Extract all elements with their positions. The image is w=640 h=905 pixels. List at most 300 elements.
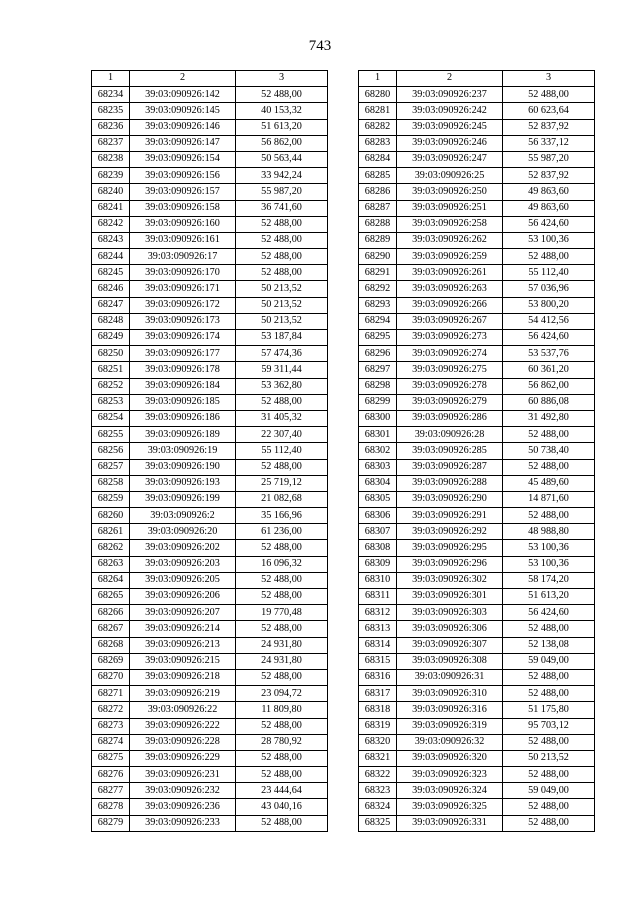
value-cell: 52 837,92: [503, 119, 595, 135]
value-cell: 43 040,16: [236, 799, 328, 815]
row-number-cell: 68280: [359, 87, 397, 103]
table-row: [359, 750, 595, 766]
value-cell: 56 862,00: [236, 135, 328, 151]
value-cell: 53 100,36: [503, 540, 595, 556]
row-number-cell: 68283: [359, 135, 397, 151]
table-row: [92, 572, 328, 588]
value-cell: 52 488,00: [503, 249, 595, 265]
cadastral-number-cell: 39:03:090926:291: [397, 508, 503, 524]
value-cell: 28 780,92: [236, 734, 328, 750]
table-row: [359, 572, 595, 588]
table-row: [359, 443, 595, 459]
value-cell: 23 094,72: [236, 686, 328, 702]
row-number-cell: 68295: [359, 330, 397, 346]
cadastral-number-cell: 39:03:090926:250: [397, 184, 503, 200]
value-cell: 52 488,00: [236, 767, 328, 783]
row-number-cell: 68315: [359, 653, 397, 669]
column-header-1: 1: [92, 71, 130, 87]
cadastral-number-cell: 39:03:090926:320: [397, 750, 503, 766]
table-row: [359, 767, 595, 783]
row-number-cell: 68289: [359, 232, 397, 248]
row-number-cell: 68287: [359, 200, 397, 216]
row-number-cell: 68284: [359, 151, 397, 167]
row-number-cell: 68235: [92, 103, 130, 119]
value-cell: 55 112,40: [503, 265, 595, 281]
table-row: [359, 783, 595, 799]
cadastral-number-cell: 39:03:090926:324: [397, 783, 503, 799]
table-row: [359, 605, 595, 621]
row-number-cell: 68286: [359, 184, 397, 200]
cadastral-number-cell: 39:03:090926:279: [397, 394, 503, 410]
table-row: [92, 783, 328, 799]
row-number-cell: 68310: [359, 572, 397, 588]
table-row: [359, 232, 595, 248]
row-number-cell: 68324: [359, 799, 397, 815]
cadastral-number-cell: 39:03:090926:184: [130, 378, 236, 394]
table-row: [359, 508, 595, 524]
row-number-cell: 68294: [359, 313, 397, 329]
row-number-cell: 68253: [92, 394, 130, 410]
row-number-cell: 68314: [359, 637, 397, 653]
cadastral-number-cell: 39:03:090926:28: [397, 427, 503, 443]
table-header-row: [359, 71, 595, 87]
value-cell: 53 100,36: [503, 232, 595, 248]
cadastral-number-cell: 39:03:090926:186: [130, 410, 236, 426]
value-cell: 53 187,84: [236, 330, 328, 346]
row-number-cell: 68321: [359, 750, 397, 766]
cadastral-number-cell: 39:03:090926:171: [130, 281, 236, 297]
table-row: [359, 815, 595, 831]
row-number-cell: 68288: [359, 216, 397, 232]
table-row: [359, 216, 595, 232]
table-row: [92, 427, 328, 443]
column-header-2: 2: [130, 71, 236, 87]
table-row: [359, 87, 595, 103]
table-row: [92, 605, 328, 621]
value-cell: 50 213,52: [236, 313, 328, 329]
table-row: [359, 637, 595, 653]
table-row: [359, 718, 595, 734]
table-row: [359, 200, 595, 216]
table-row: [359, 491, 595, 507]
row-number-cell: 68279: [92, 815, 130, 831]
cadastral-number-cell: 39:03:090926:261: [397, 265, 503, 281]
table-row: [92, 184, 328, 200]
table-row: [92, 475, 328, 491]
value-cell: 60 886,08: [503, 394, 595, 410]
cadastral-number-cell: 39:03:090926:185: [130, 394, 236, 410]
row-number-cell: 68303: [359, 459, 397, 475]
value-cell: 45 489,60: [503, 475, 595, 491]
value-cell: 54 412,56: [503, 313, 595, 329]
cadastral-number-cell: 39:03:090926:146: [130, 119, 236, 135]
value-cell: 16 096,32: [236, 556, 328, 572]
cadastral-number-cell: 39:03:090926:233: [130, 815, 236, 831]
value-cell: 52 488,00: [236, 572, 328, 588]
row-number-cell: 68238: [92, 151, 130, 167]
row-number-cell: 68322: [359, 767, 397, 783]
value-cell: 36 741,60: [236, 200, 328, 216]
cadastral-number-cell: 39:03:090926:247: [397, 151, 503, 167]
value-cell: 50 213,52: [236, 281, 328, 297]
table-row: [92, 524, 328, 540]
value-cell: 59 311,44: [236, 362, 328, 378]
row-number-cell: 68243: [92, 232, 130, 248]
cadastral-number-cell: 39:03:090926:156: [130, 168, 236, 184]
cadastral-number-cell: 39:03:090926:267: [397, 313, 503, 329]
cadastral-number-cell: 39:03:090926:278: [397, 378, 503, 394]
table-row: [359, 799, 595, 815]
value-cell: 57 474,36: [236, 346, 328, 362]
cadastral-number-cell: 39:03:090926:2: [130, 508, 236, 524]
row-number-cell: 68325: [359, 815, 397, 831]
cadastral-number-cell: 39:03:090926:285: [397, 443, 503, 459]
table-row: [92, 249, 328, 265]
table-row: [359, 184, 595, 200]
row-number-cell: 68242: [92, 216, 130, 232]
cadastral-number-cell: 39:03:090926:319: [397, 718, 503, 734]
row-number-cell: 68270: [92, 669, 130, 685]
value-cell: 57 036,96: [503, 281, 595, 297]
cadastral-number-cell: 39:03:090926:193: [130, 475, 236, 491]
value-cell: 52 488,00: [236, 249, 328, 265]
table-row: [92, 621, 328, 637]
row-number-cell: 68241: [92, 200, 130, 216]
cadastral-number-cell: 39:03:090926:160: [130, 216, 236, 232]
value-cell: 52 138,08: [503, 637, 595, 653]
table-row: [92, 589, 328, 605]
value-cell: 51 175,80: [503, 702, 595, 718]
table-row: [92, 540, 328, 556]
value-cell: 52 488,00: [503, 686, 595, 702]
column-header-3: 3: [503, 71, 595, 87]
cadastral-number-cell: 39:03:090926:218: [130, 669, 236, 685]
row-number-cell: 68250: [92, 346, 130, 362]
row-number-cell: 68240: [92, 184, 130, 200]
row-number-cell: 68236: [92, 119, 130, 135]
cadastral-number-cell: 39:03:090926:32: [397, 734, 503, 750]
table-row: [359, 103, 595, 119]
value-cell: 52 488,00: [236, 589, 328, 605]
table-row: [359, 151, 595, 167]
cadastral-number-cell: 39:03:090926:292: [397, 524, 503, 540]
table-row: [359, 378, 595, 394]
cadastral-number-cell: 39:03:090926:147: [130, 135, 236, 151]
cadastral-number-cell: 39:03:090926:242: [397, 103, 503, 119]
cadastral-number-cell: 39:03:090926:290: [397, 491, 503, 507]
row-number-cell: 68306: [359, 508, 397, 524]
table-row: [92, 265, 328, 281]
value-cell: 59 049,00: [503, 783, 595, 799]
table-row: [92, 750, 328, 766]
cadastral-number-cell: 39:03:090926:207: [130, 605, 236, 621]
table-row: [359, 524, 595, 540]
row-number-cell: 68301: [359, 427, 397, 443]
row-number-cell: 68293: [359, 297, 397, 313]
cadastral-number-cell: 39:03:090926:245: [397, 119, 503, 135]
value-cell: 33 942,24: [236, 168, 328, 184]
value-cell: 11 809,80: [236, 702, 328, 718]
row-number-cell: 68275: [92, 750, 130, 766]
cadastral-number-cell: 39:03:090926:189: [130, 427, 236, 443]
value-cell: 50 213,52: [236, 297, 328, 313]
table-row: [92, 378, 328, 394]
row-number-cell: 68247: [92, 297, 130, 313]
table-row: [92, 459, 328, 475]
value-cell: 60 623,64: [503, 103, 595, 119]
value-cell: 50 563,44: [236, 151, 328, 167]
table-row: [359, 459, 595, 475]
value-cell: 55 987,20: [236, 184, 328, 200]
value-cell: 50 213,52: [503, 750, 595, 766]
column-header-3: 3: [236, 71, 328, 87]
table-row: [359, 135, 595, 151]
cadastral-number-cell: 39:03:090926:259: [397, 249, 503, 265]
cadastral-number-cell: 39:03:090926:174: [130, 330, 236, 346]
value-cell: 52 488,00: [236, 750, 328, 766]
value-cell: 22 307,40: [236, 427, 328, 443]
row-number-cell: 68244: [92, 249, 130, 265]
table-row: [92, 718, 328, 734]
table-row: [92, 508, 328, 524]
row-number-cell: 68282: [359, 119, 397, 135]
cadastral-number-cell: 39:03:090926:275: [397, 362, 503, 378]
value-cell: 52 488,00: [503, 767, 595, 783]
row-number-cell: 68300: [359, 410, 397, 426]
cadastral-number-cell: 39:03:090926:307: [397, 637, 503, 653]
value-cell: 52 488,00: [503, 669, 595, 685]
cadastral-number-cell: 39:03:090926:286: [397, 410, 503, 426]
cadastral-number-cell: 39:03:090926:222: [130, 718, 236, 734]
row-number-cell: 68277: [92, 783, 130, 799]
row-number-cell: 68261: [92, 524, 130, 540]
table-row: [359, 589, 595, 605]
value-cell: 60 361,20: [503, 362, 595, 378]
cadastral-number-cell: 39:03:090926:215: [130, 653, 236, 669]
page-number: 743: [308, 38, 332, 54]
cadastral-number-cell: 39:03:090926:199: [130, 491, 236, 507]
cadastral-number-cell: 39:03:090926:206: [130, 589, 236, 605]
value-cell: 52 837,92: [503, 168, 595, 184]
value-cell: 56 424,60: [503, 605, 595, 621]
cadastral-number-cell: 39:03:090926:158: [130, 200, 236, 216]
table-row: [92, 119, 328, 135]
table-row: [92, 767, 328, 783]
table-left: [91, 70, 328, 832]
value-cell: 49 863,60: [503, 184, 595, 200]
row-number-cell: 68271: [92, 686, 130, 702]
cadastral-number-cell: 39:03:090926:273: [397, 330, 503, 346]
row-number-cell: 68266: [92, 605, 130, 621]
cadastral-number-cell: 39:03:090926:214: [130, 621, 236, 637]
table-row: [359, 249, 595, 265]
column-header-1: 1: [359, 71, 397, 87]
value-cell: 52 488,00: [236, 232, 328, 248]
value-cell: 53 362,80: [236, 378, 328, 394]
table-row: [359, 297, 595, 313]
value-cell: 52 488,00: [503, 427, 595, 443]
value-cell: 52 488,00: [236, 265, 328, 281]
row-number-cell: 68311: [359, 589, 397, 605]
value-cell: 31 492,80: [503, 410, 595, 426]
table-row: [92, 362, 328, 378]
value-cell: 51 613,20: [236, 119, 328, 135]
cadastral-number-cell: 39:03:090926:246: [397, 135, 503, 151]
row-number-cell: 68308: [359, 540, 397, 556]
row-number-cell: 68245: [92, 265, 130, 281]
row-number-cell: 68248: [92, 313, 130, 329]
table-row: [92, 313, 328, 329]
cadastral-number-cell: 39:03:090926:306: [397, 621, 503, 637]
table-row: [359, 168, 595, 184]
row-number-cell: 68316: [359, 669, 397, 685]
row-number-cell: 68274: [92, 734, 130, 750]
row-number-cell: 68263: [92, 556, 130, 572]
table-row: [92, 815, 328, 831]
table-row: [92, 168, 328, 184]
value-cell: 53 100,36: [503, 556, 595, 572]
cadastral-number-cell: 39:03:090926:310: [397, 686, 503, 702]
table-row: [92, 702, 328, 718]
table-header-row: [92, 71, 328, 87]
row-number-cell: 68296: [359, 346, 397, 362]
row-number-cell: 68254: [92, 410, 130, 426]
row-number-cell: 68267: [92, 621, 130, 637]
row-number-cell: 68309: [359, 556, 397, 572]
value-cell: 21 082,68: [236, 491, 328, 507]
row-number-cell: 68313: [359, 621, 397, 637]
cadastral-number-cell: 39:03:090926:295: [397, 540, 503, 556]
value-cell: 56 424,60: [503, 216, 595, 232]
table-row: [92, 799, 328, 815]
row-number-cell: 68318: [359, 702, 397, 718]
value-cell: 52 488,00: [503, 734, 595, 750]
value-cell: 52 488,00: [503, 459, 595, 475]
value-cell: 61 236,00: [236, 524, 328, 540]
table-row: [92, 297, 328, 313]
table-row: [359, 265, 595, 281]
value-cell: 49 863,60: [503, 200, 595, 216]
cadastral-number-cell: 39:03:090926:161: [130, 232, 236, 248]
cadastral-number-cell: 39:03:090926:323: [397, 767, 503, 783]
cadastral-number-cell: 39:03:090926:236: [130, 799, 236, 815]
cadastral-number-cell: 39:03:090926:263: [397, 281, 503, 297]
row-number-cell: 68262: [92, 540, 130, 556]
value-cell: 55 112,40: [236, 443, 328, 459]
table-row: [359, 119, 595, 135]
cadastral-number-cell: 39:03:090926:303: [397, 605, 503, 621]
value-cell: 52 488,00: [236, 459, 328, 475]
row-number-cell: 68297: [359, 362, 397, 378]
value-cell: 52 488,00: [236, 621, 328, 637]
cadastral-number-cell: 39:03:090926:170: [130, 265, 236, 281]
table-row: [92, 87, 328, 103]
column-header-2: 2: [397, 71, 503, 87]
cadastral-number-cell: 39:03:090926:301: [397, 589, 503, 605]
table-row: [92, 103, 328, 119]
value-cell: 58 174,20: [503, 572, 595, 588]
cadastral-number-cell: 39:03:090926:202: [130, 540, 236, 556]
table-row: [92, 330, 328, 346]
row-number-cell: 68305: [359, 491, 397, 507]
cadastral-number-cell: 39:03:090926:145: [130, 103, 236, 119]
cadastral-number-cell: 39:03:090926:229: [130, 750, 236, 766]
row-number-cell: 68268: [92, 637, 130, 653]
row-number-cell: 68265: [92, 589, 130, 605]
row-number-cell: 68276: [92, 767, 130, 783]
value-cell: 52 488,00: [236, 540, 328, 556]
table-row: [359, 621, 595, 637]
cadastral-number-cell: 39:03:090926:274: [397, 346, 503, 362]
table-row: [359, 686, 595, 702]
cadastral-number-cell: 39:03:090926:19: [130, 443, 236, 459]
row-number-cell: 68292: [359, 281, 397, 297]
cadastral-number-cell: 39:03:090926:25: [397, 168, 503, 184]
cadastral-number-cell: 39:03:090926:296: [397, 556, 503, 572]
value-cell: 52 488,00: [236, 718, 328, 734]
row-number-cell: 68281: [359, 103, 397, 119]
row-number-cell: 68251: [92, 362, 130, 378]
table-row: [359, 362, 595, 378]
table-row: [92, 346, 328, 362]
value-cell: 31 405,32: [236, 410, 328, 426]
cadastral-number-cell: 39:03:090926:219: [130, 686, 236, 702]
row-number-cell: 68269: [92, 653, 130, 669]
cadastral-number-cell: 39:03:090926:258: [397, 216, 503, 232]
value-cell: 14 871,60: [503, 491, 595, 507]
cadastral-number-cell: 39:03:090926:231: [130, 767, 236, 783]
table-row: [92, 734, 328, 750]
table-row: [359, 346, 595, 362]
row-number-cell: 68249: [92, 330, 130, 346]
row-number-cell: 68278: [92, 799, 130, 815]
row-number-cell: 68317: [359, 686, 397, 702]
row-number-cell: 68299: [359, 394, 397, 410]
cadastral-number-cell: 39:03:090926:331: [397, 815, 503, 831]
value-cell: 95 703,12: [503, 718, 595, 734]
cadastral-number-cell: 39:03:090926:266: [397, 297, 503, 313]
value-cell: 52 488,00: [503, 799, 595, 815]
table-right: [358, 70, 595, 832]
value-cell: 19 770,48: [236, 605, 328, 621]
cadastral-number-cell: 39:03:090926:20: [130, 524, 236, 540]
cadastral-number-cell: 39:03:090926:287: [397, 459, 503, 475]
value-cell: 56 862,00: [503, 378, 595, 394]
value-cell: 48 988,80: [503, 524, 595, 540]
value-cell: 51 613,20: [503, 589, 595, 605]
table-row: [92, 200, 328, 216]
row-number-cell: 68319: [359, 718, 397, 734]
row-number-cell: 68307: [359, 524, 397, 540]
value-cell: 52 488,00: [236, 394, 328, 410]
row-number-cell: 68252: [92, 378, 130, 394]
value-cell: 52 488,00: [236, 87, 328, 103]
table-row: [359, 653, 595, 669]
row-number-cell: 68258: [92, 475, 130, 491]
table-row: [92, 686, 328, 702]
cadastral-number-cell: 39:03:090926:154: [130, 151, 236, 167]
row-number-cell: 68304: [359, 475, 397, 491]
table-row: [92, 637, 328, 653]
row-number-cell: 68237: [92, 135, 130, 151]
cadastral-number-cell: 39:03:090926:308: [397, 653, 503, 669]
table-row: [92, 556, 328, 572]
table-row: [359, 669, 595, 685]
cadastral-number-cell: 39:03:090926:22: [130, 702, 236, 718]
value-cell: 53 800,20: [503, 297, 595, 313]
cadastral-number-cell: 39:03:090926:213: [130, 637, 236, 653]
table-row: [359, 734, 595, 750]
